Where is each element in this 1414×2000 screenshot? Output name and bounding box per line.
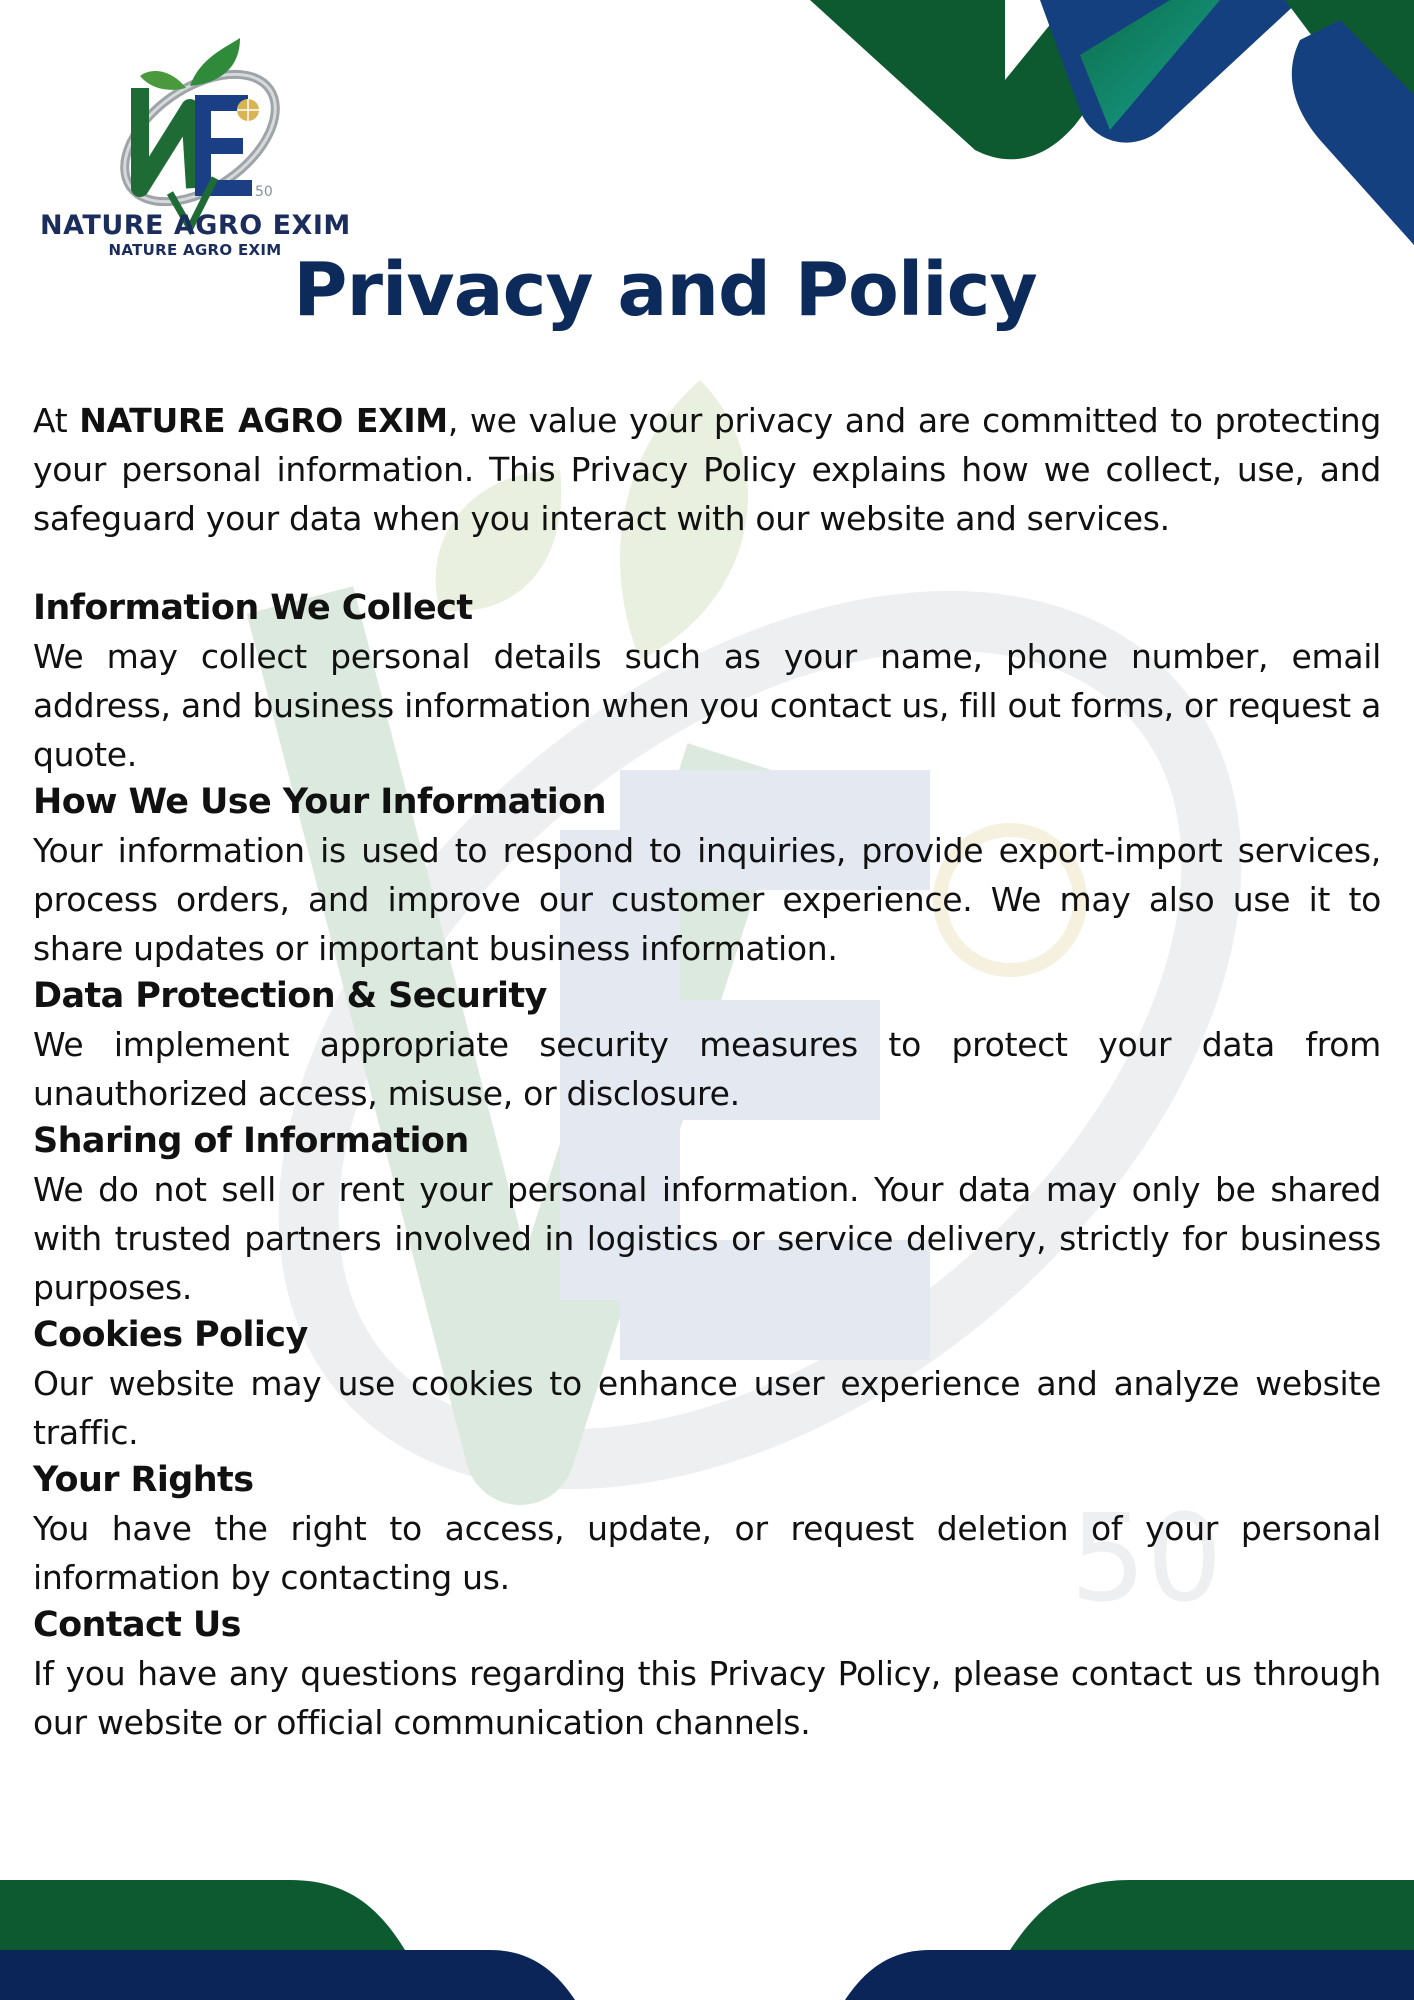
- section-body: Your information is used to respond to inquiries, provide export-import services, process orders, and improve our customer experience. We may also use it to share updates or important business information.: [33, 831, 1381, 968]
- section-body: We may collect personal details such as your name, phone number, email address, and business information when you contact us, fill out forms, or request a quote.: [33, 637, 1381, 774]
- section-body: We implement appropriate security measures to protect your data from unauthorized access, misuse, or disclosure.: [33, 1025, 1381, 1113]
- corner-decoration-top: [810, 0, 1414, 245]
- intro-paragraph: [33, 396, 1381, 543]
- section-your-rights: [33, 1457, 1381, 1602]
- section-heading: Your Rights: [33, 1460, 254, 1500]
- section-heading: Cookies Policy: [33, 1315, 308, 1355]
- section-information-we-collect: [33, 585, 1381, 779]
- document-body: [33, 396, 1381, 1747]
- logo-badge: 50: [255, 184, 273, 200]
- section-heading: Information We Collect: [33, 588, 473, 628]
- section-body: We do not sell or rent your personal information. Your data may only be shared with trusted partners involved in logistics or service delivery, strictly for business purposes.: [33, 1170, 1381, 1307]
- logo-brand-name: NATURE AGRO EXIM: [40, 210, 351, 241]
- section-body: You have the right to access, update, or request deletion of your personal information by contacting us.: [33, 1509, 1381, 1597]
- section-how-we-use: [33, 779, 1381, 973]
- page-title: Privacy and Policy: [293, 247, 1037, 333]
- section-data-protection: [33, 973, 1381, 1118]
- svg-text:50: 50: [1070, 1490, 1223, 1629]
- intro-prefix: At: [33, 401, 68, 440]
- section-heading: How We Use Your Information: [33, 782, 606, 822]
- section-contact-us: [33, 1602, 1381, 1747]
- section-cookies-policy: [33, 1312, 1381, 1457]
- logo-brand-subtitle: NATURE AGRO EXIM: [108, 241, 282, 259]
- section-heading: Contact Us: [33, 1605, 241, 1645]
- section-heading: Sharing of Information: [33, 1121, 469, 1161]
- section-heading: Data Protection & Security: [33, 976, 547, 1016]
- section-sharing-of-information: [33, 1118, 1381, 1312]
- intro-company-name: NATURE AGRO EXIM: [79, 401, 448, 440]
- section-body: If you have any questions regarding this Privacy Policy, please contact us through our website or official communication channels.: [33, 1654, 1381, 1742]
- corner-decoration-bottom: [0, 1880, 1414, 2000]
- section-body: Our website may use cookies to enhance user experience and analyze website traffic.: [33, 1364, 1381, 1452]
- intro-text: , we value your privacy and are committed to protecting your personal information. This Privacy Policy explains how we collect, use, and safeguard your data when you interact with our website and services.: [33, 401, 1381, 538]
